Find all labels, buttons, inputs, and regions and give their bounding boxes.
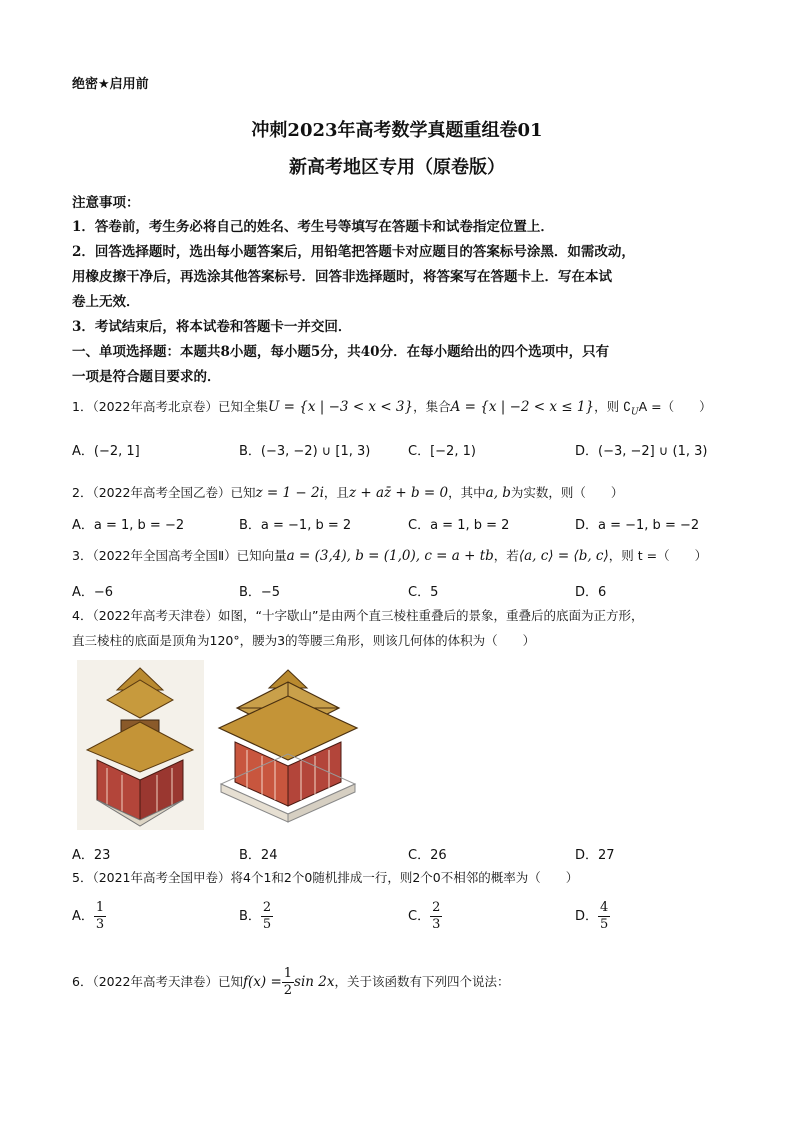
q1-tail: ，则 ∁ <box>594 399 632 414</box>
question-2 <box>72 483 623 501</box>
q1-prefix: 1．（2022年高考北京卷）已知全集 <box>72 399 269 414</box>
q1-set-a: A = {x | −2 < x ≤ 1} <box>450 399 595 415</box>
q5-d-fraction <box>598 900 610 933</box>
question-4-line1: 4．（2022年高考天津卷）如图，“十字歇山”是由两个直三棱柱重叠后的景象，重叠后的底面为正方形， <box>72 608 644 623</box>
q3-option-a[interactable]: A．−6 <box>72 585 114 600</box>
q1-mid: ，集合 <box>413 399 451 414</box>
q5-option-c[interactable] <box>408 900 442 933</box>
q3-condition: ⟨a, c⟩ = ⟨b, c⟩ <box>518 548 609 564</box>
q1-set-u: U = {x | −3 < x < 3} <box>268 399 414 415</box>
q2-eq2: z + az̄ + b = 0 <box>348 485 449 501</box>
section-1-heading-line2: 一项是符合题目要求的． <box>72 369 221 385</box>
q5-c-den: 3 <box>432 917 441 932</box>
q5-d-den: 5 <box>600 917 609 932</box>
q2-mid: ，且 <box>323 485 349 500</box>
q6-end: ，关于该函数有下列四个说法： <box>334 974 510 989</box>
paper-subtitle: 新高考地区专用（原卷版） <box>289 157 505 178</box>
q6-fraction <box>282 966 294 999</box>
q5-a-label: A． <box>72 909 94 924</box>
q5-b-den: 5 <box>262 917 272 932</box>
q5-a-den: 3 <box>95 917 105 932</box>
q4-option-b[interactable]: B．24 <box>239 848 278 863</box>
question-6 <box>72 966 510 999</box>
q4-option-d[interactable]: D．27 <box>575 848 615 863</box>
question-5: 5．（2021年高考全国甲卷）将4个1和2个0随机排成一行，则2个0不相邻的概率为（ ） <box>72 870 579 885</box>
q5-option-d[interactable] <box>575 900 610 933</box>
q1-option-b[interactable]: B．(−3, −2) ∪ [1, 3) <box>239 444 371 459</box>
section-1-heading-line1: 一、单项选择题：本题共8小题，每小题5分，共40分．在每小题给出的四个选项中，只有 <box>72 344 610 360</box>
confidential-mark: 绝密★启用前 <box>72 77 149 92</box>
q5-a-num: 1 <box>95 900 105 915</box>
q1-sub: U <box>631 407 639 418</box>
q2-option-b[interactable]: B．a = −1, b = 2 <box>239 518 352 533</box>
q4-option-a[interactable]: A．23 <box>72 848 111 863</box>
q3-end: ，则 t =（ ） <box>608 548 708 563</box>
q2-vars: a, b <box>485 485 511 501</box>
q1-end: A =（ ） <box>638 399 712 414</box>
q6-den: 2 <box>283 983 293 998</box>
q6-prefix: 6．（2022年高考天津卷）已知 <box>72 974 244 989</box>
question-1 <box>72 397 712 418</box>
q5-c-num: 2 <box>432 900 441 915</box>
note-2-line2: 用橡皮擦干净后，再选涂其他答案标号．回答非选择题时，将答案写在答题卡上．写在本试 <box>72 269 612 285</box>
notes-heading: 注意事项： <box>72 195 140 211</box>
q2-option-a[interactable]: A．a = 1, b = −2 <box>72 518 185 533</box>
q3-option-b[interactable]: B．−5 <box>239 585 281 600</box>
note-3: 3．考试结束后，将本试卷和答题卡一并交回． <box>72 319 352 335</box>
question-4-line2: 直三棱柱的底面是顶角为120°，腰为3的等腰三角形，则该几何体的体积为（ ） <box>72 633 536 648</box>
q2-option-d[interactable]: D．a = −1, b = −2 <box>575 518 700 533</box>
cross-gable-pavilion-illustration <box>207 660 369 830</box>
q3-mid: ，若 <box>493 548 519 563</box>
q6-num: 1 <box>283 966 293 981</box>
q2-option-c[interactable]: C．a = 1, b = 2 <box>408 518 510 533</box>
q1-option-a[interactable]: A．(−2, 1] <box>72 444 140 459</box>
q3-vectors: a = (3,4), b = (1,0), c = a + tb <box>286 548 494 564</box>
q5-d-label: D． <box>575 909 599 924</box>
q4-option-c[interactable]: C．26 <box>408 848 447 863</box>
q6-fx: f(x) = <box>243 974 282 990</box>
note-1: 1．答卷前，考生务必将自己的姓名、考生号等填写在答题卡和试卷指定位置上． <box>72 219 554 235</box>
question-3 <box>72 546 707 564</box>
q5-option-a[interactable] <box>72 900 106 933</box>
q5-c-label: C． <box>408 909 431 924</box>
note-2-line1: 2．回答选择题时，选出每小题答案后，用铅笔把答题卡对应题目的答案标号涂黑．如需改动， <box>72 244 635 260</box>
q3-option-d[interactable]: D．6 <box>575 585 607 600</box>
q3-prefix: 3．（2022年全国高考全国Ⅱ）已知向量 <box>72 548 287 563</box>
q5-b-label: B． <box>239 909 261 924</box>
q5-option-b[interactable] <box>239 900 273 933</box>
note-2-line3: 卷上无效． <box>72 294 140 310</box>
q2-mid2: ，其中 <box>448 485 486 500</box>
exploded-pavilion-illustration <box>77 660 204 830</box>
q1-option-c[interactable]: C．[−2, 1) <box>408 444 476 459</box>
paper-title: 冲刺2023年高考数学真题重组卷01 <box>251 120 543 141</box>
q5-b-num: 2 <box>262 900 272 915</box>
q2-end: 为实数，则（ ） <box>510 485 624 500</box>
q5-d-num: 4 <box>600 900 609 915</box>
q6-sin: sin 2x <box>294 974 335 990</box>
q1-option-d[interactable]: D．(−3, −2] ∪ (1, 3) <box>575 444 708 459</box>
q5-b-fraction <box>261 900 273 933</box>
q2-prefix: 2．（2022年高考全国乙卷）已知 <box>72 485 256 500</box>
q5-a-fraction <box>94 900 106 933</box>
q2-eq1: z = 1 − 2i <box>255 485 324 501</box>
q5-c-fraction <box>430 900 442 933</box>
q3-option-c[interactable]: C．5 <box>408 585 439 600</box>
